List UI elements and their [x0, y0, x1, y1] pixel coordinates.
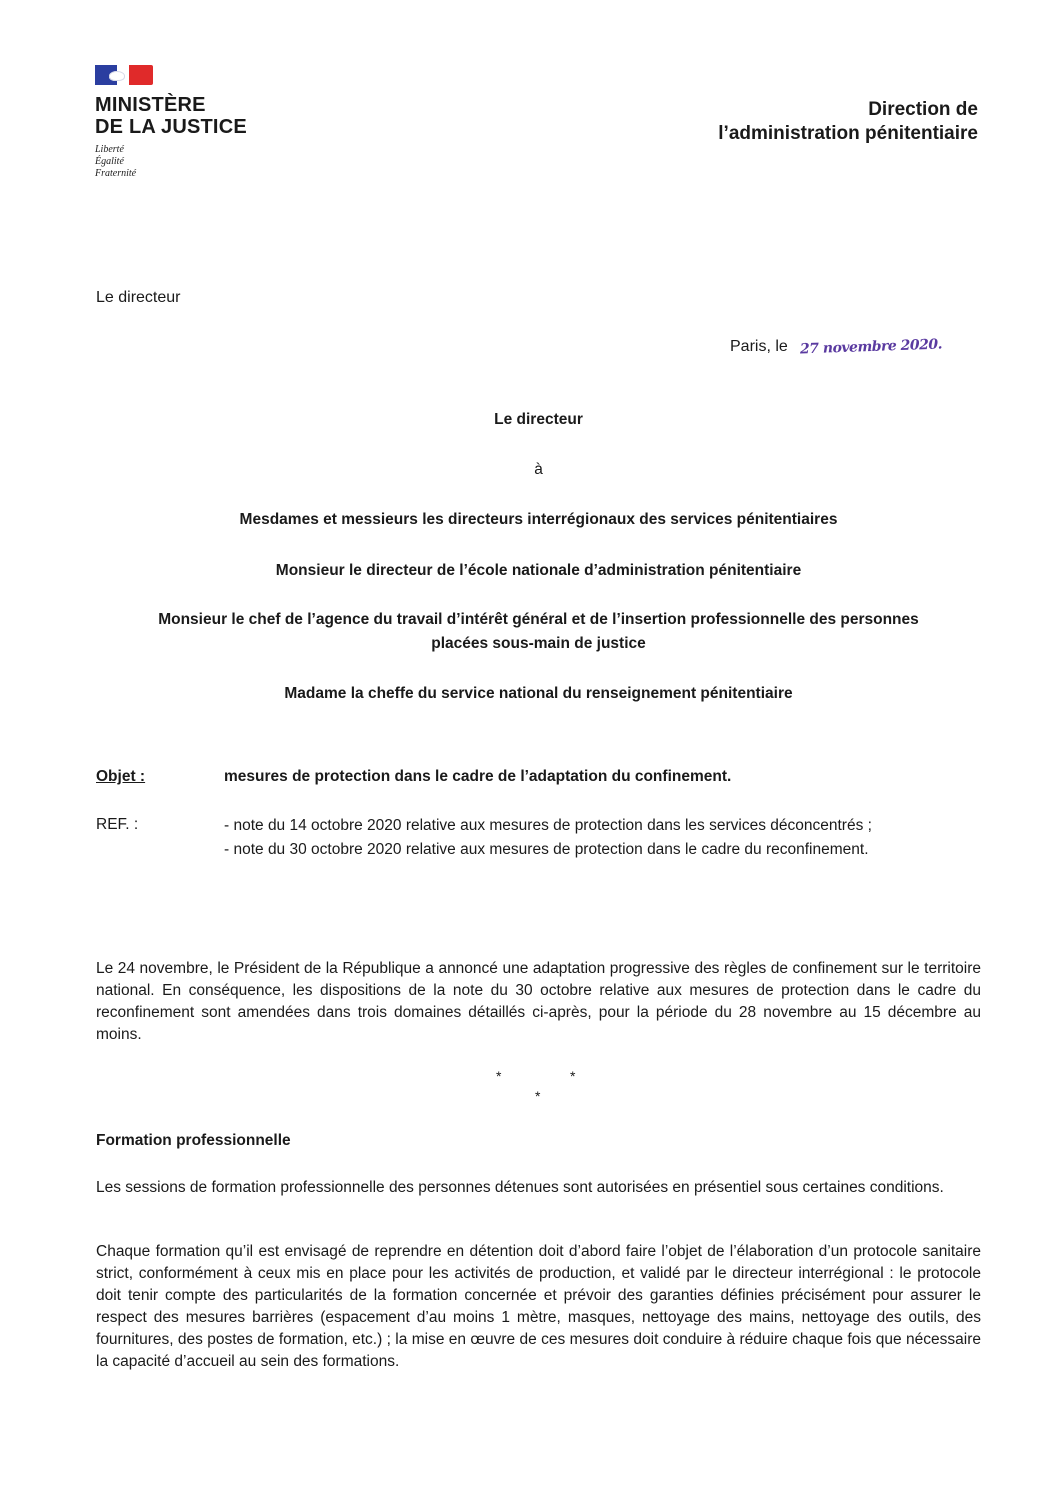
handwritten-date: 27 novembre 2020.: [799, 336, 943, 358]
object-text: mesures de protection dans le cadre de l’adaptation du confinement.: [224, 768, 732, 785]
ministry-logo: [95, 64, 247, 180]
motto-egalite: Égalité: [95, 156, 124, 167]
object-label: Objet :: [96, 768, 146, 785]
section-paragraph-2: Chaque formation qu’il est envisagé de reprendre en détention doit d’abord faire l’objet de l’élaboration d’un protocole sanitaire strict, conformément à ceux mis en place pour les activités de production, et validé par le directeur interrégional : le protocole doit tenir compte des particularités de la formation concernée et prévoir des garanties définies précisément pour assurer le respect des mesures barrières (espacement d’au moins 1 mètre, masques, nettoyage des mains, nettoyage des outils, des fournitures, des postes de formation, etc.) ; la mise en œuvre de ces mesures doit conduire à réduire chaque fois que nécessaire la capacité d’accueil au sein des formations.: [96, 1243, 981, 1370]
republic-motto: [95, 144, 247, 180]
separator-star: *: [570, 1068, 576, 1084]
separator-star: *: [535, 1088, 541, 1104]
references-list: [224, 814, 981, 862]
date-line: [730, 338, 942, 356]
direction-title-line2: l’administration pénitentiaire: [718, 123, 978, 144]
reference-item: - note du 14 octobre 2020 relative aux mesures de protection dans les services déconcentrés ;: [224, 817, 872, 834]
section-heading: Formation professionnelle: [96, 1132, 291, 1149]
separator-star: *: [496, 1068, 502, 1084]
addressee-to: à: [534, 461, 543, 478]
addressee-line-1: Mesdames et messieurs les directeurs interrégionaux des services pénitentiaires: [239, 511, 838, 528]
addressee-from: Le directeur: [494, 411, 583, 428]
addressee-line-4: Madame la cheffe du service national du renseignement pénitentiaire: [284, 685, 793, 702]
motto-fraternite: Fraternité: [95, 168, 137, 179]
ministry-name-line2: DE LA JUSTICE: [95, 116, 247, 138]
addressee-line-2: Monsieur le directeur de l’école nationale d’administration pénitentiaire: [275, 562, 802, 579]
reference-item: - note du 30 octobre 2020 relative aux mesures de protection dans le cadre du reconfinement.: [224, 841, 869, 858]
date-prefix: Paris, le: [730, 338, 788, 355]
intro-paragraph: Le 24 novembre, le Président de la République a annoncé une adaptation progressive des règles de confinement sur le territoire national. En conséquence, les dispositions de la note du 30 octobre relative aux mesures de protection dans le cadre du reconfinement sont amendées dans trois domaines détaillés ci-après, pour la période du 28 novembre au 15 décembre au moins.: [96, 960, 981, 1043]
addressee-line-3b: placées sous-main de justice: [431, 635, 646, 652]
section-separator: [480, 1068, 600, 1108]
references-label: REF. :: [96, 816, 139, 833]
ministry-name-line1: MINISTÈRE: [95, 94, 206, 116]
direction-title-line1: Direction de: [868, 99, 978, 120]
addressee-line-3a: Monsieur le chef de l’agence du travail d’intérêt général et de l’insertion professionnelle des personnes: [158, 611, 919, 628]
motto-liberte: Liberté: [95, 144, 124, 155]
sender: Le directeur: [96, 289, 181, 306]
ministry-name: [95, 94, 247, 138]
marianne-flag-icon: [95, 64, 155, 86]
direction-title: [718, 98, 978, 146]
section-paragraph-1: Les sessions de formation professionnelle des personnes détenues sont autorisées en présentiel sous certaines conditions.: [96, 1179, 944, 1196]
